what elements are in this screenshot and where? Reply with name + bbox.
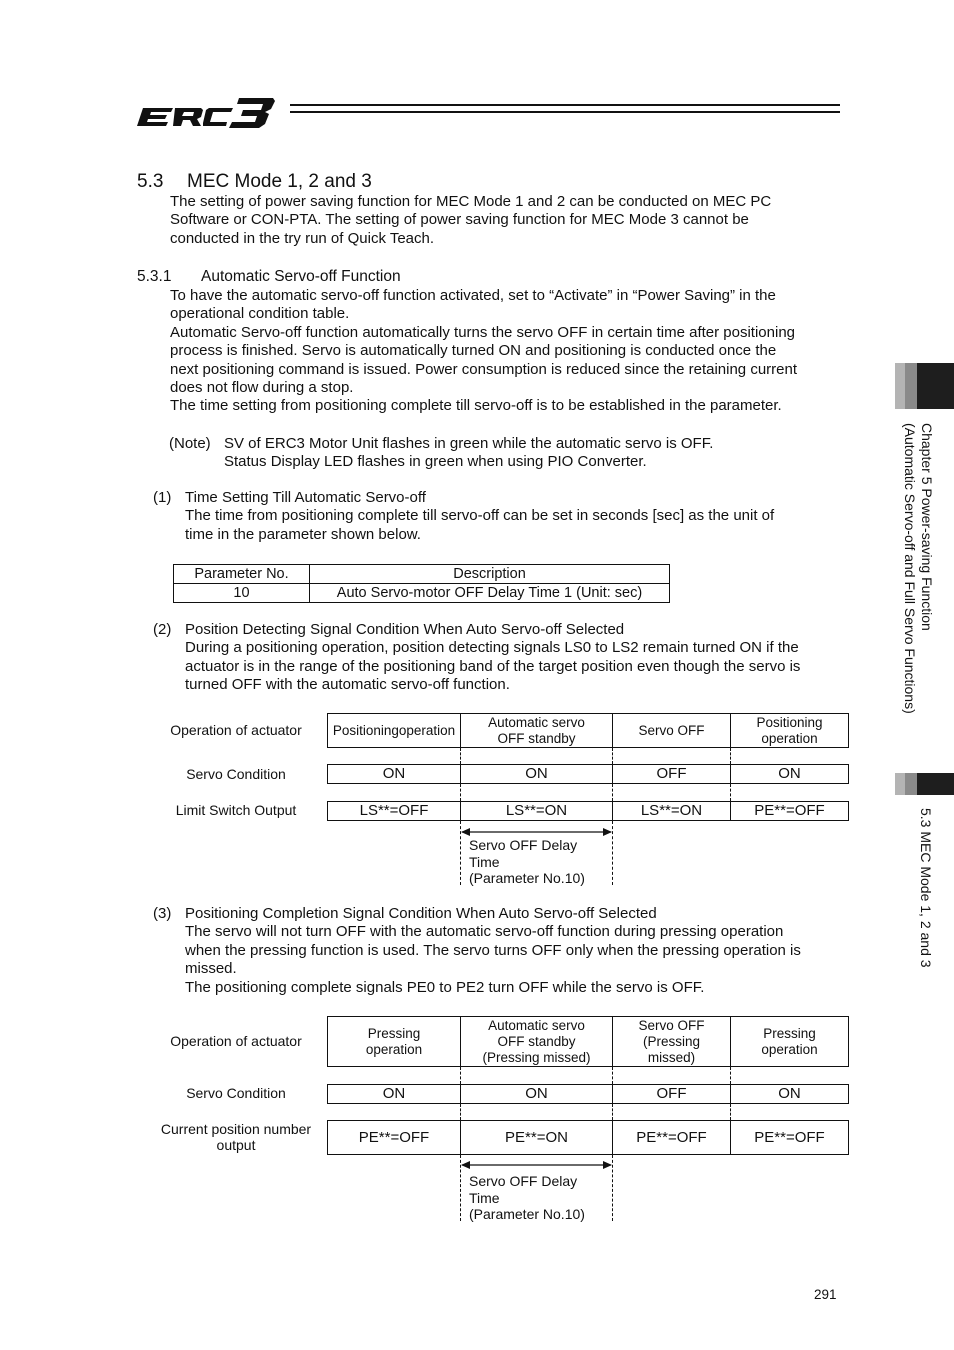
- dashed-divider: [612, 1155, 613, 1221]
- section-title: MEC Mode 1, 2 and 3: [187, 171, 372, 192]
- subsection-number: 5.3.1: [137, 268, 172, 285]
- section-number: 5.3: [137, 171, 164, 192]
- dashed-divider: [730, 748, 731, 764]
- dashed-divider: [730, 1104, 731, 1120]
- cell-text: Positioning: [756, 714, 823, 730]
- cell-text: Servo OFF: [638, 722, 705, 738]
- cell-text: operation: [761, 1041, 818, 1057]
- dashed-divider: [460, 1155, 461, 1221]
- cell-text: Pressing: [367, 1025, 421, 1041]
- servo-cell: ON: [327, 1084, 461, 1104]
- servo-cell: ON: [460, 1084, 613, 1104]
- dashed-divider: [612, 1067, 613, 1084]
- intro-line: conducted in the try run of Quick Teach.: [170, 229, 435, 247]
- item-number: (1): [153, 489, 172, 506]
- cell-text: OFF standby: [497, 1033, 576, 1049]
- row-label-servo: Servo Condition: [186, 766, 286, 782]
- row-label-line: output: [216, 1137, 256, 1153]
- delay-line: Servo OFF Delay: [469, 837, 578, 853]
- item-line: time in the parameter shown below.: [185, 525, 421, 543]
- operation-cell: [730, 713, 849, 748]
- item-body: [185, 489, 774, 544]
- subsection-body: [170, 287, 860, 416]
- erc3-logo-graphic: [137, 92, 277, 128]
- item-line: missed.: [185, 960, 237, 978]
- note-line: Status Display LED flashes in green when using PIO Converter.: [224, 453, 647, 471]
- item-3: [153, 905, 853, 1000]
- note-body: [224, 435, 844, 472]
- table-cell: Auto Servo-motor OFF Delay Time 1 (Unit: sec): [310, 584, 670, 603]
- body-line: Automatic Servo-off function automatically turns the servo OFF in certain time after positioning: [170, 323, 796, 341]
- item-line: During a positioning operation, position detecting signals LS0 to LS2 remain turned ON if the: [185, 639, 799, 657]
- cell-text: Automatic servo: [488, 1017, 585, 1033]
- table-cell: 10: [174, 584, 310, 603]
- header-rule-bottom: [290, 111, 840, 113]
- delay-line: Servo OFF Delay: [469, 1173, 578, 1189]
- operation-cell: [460, 1016, 613, 1067]
- delay-line: (Parameter No.10): [469, 1206, 585, 1222]
- dashed-divider: [730, 784, 731, 801]
- row-label-servo: Servo Condition: [186, 1085, 286, 1101]
- note-tag: (Note): [169, 435, 211, 452]
- cell-text: Automatic servo: [488, 714, 585, 730]
- servo-cell: ON: [327, 764, 461, 784]
- operation-cell: [612, 1016, 731, 1067]
- dashed-divider: [612, 1104, 613, 1120]
- table-header-row: [174, 565, 670, 584]
- item-line: The positioning complete signals PE0 to PE2 turn OFF while the servo is OFF.: [185, 978, 705, 996]
- dashed-divider: [730, 1067, 731, 1084]
- delay-label: [469, 837, 585, 887]
- dashed-divider: [612, 748, 613, 764]
- cell-text: missed): [647, 1049, 696, 1065]
- intro-line: The setting of power saving function for MEC Mode 1 and 2 can be conducted on MEC PC: [170, 193, 772, 210]
- output-cell: LS**=OFF: [327, 801, 461, 821]
- chapter-side-line: (Automatic Servo-off and Full Servo Functions): [902, 423, 918, 714]
- item-body: [185, 621, 800, 695]
- note-block: [169, 435, 849, 475]
- row-label-line: Current position number: [160, 1121, 312, 1137]
- section-tab-dark: [917, 773, 954, 795]
- dashed-divider: [460, 784, 461, 801]
- dashed-divider: [460, 1104, 461, 1120]
- delay-line: Time: [469, 853, 500, 870]
- row-label-operation: Operation of actuator: [170, 722, 302, 738]
- dashed-divider: [460, 748, 461, 764]
- servo-cell: OFF: [612, 764, 731, 784]
- output-cell: LS**=ON: [612, 801, 731, 821]
- item-line: actuator is in the range of the positioning band of the target position even though the servo is: [185, 657, 801, 675]
- servo-cell: ON: [730, 1084, 849, 1104]
- erc3-logo: [137, 92, 277, 128]
- delay-label: [469, 1173, 585, 1223]
- body-line: operational condition table.: [170, 305, 350, 323]
- body-line: process is finished. Servo is automatically turned ON and positioning is conducted once the: [170, 342, 777, 360]
- delay-line: Time: [469, 1189, 500, 1206]
- item-title: Positioning Completion Signal Condition When Auto Servo-off Selected: [185, 905, 657, 922]
- output-cell: PE**=OFF: [327, 1120, 461, 1155]
- operation-cell: [730, 1016, 849, 1067]
- item-line: The servo will not turn OFF with the automatic servo-off function during pressing operation: [185, 923, 784, 941]
- cell-text: operation: [398, 722, 456, 738]
- chapter-side-label: [901, 423, 935, 714]
- operation-cell: [612, 713, 731, 748]
- cell-text: Positioning: [332, 722, 399, 738]
- cell-text: (Pressing missed): [482, 1049, 591, 1065]
- item-title: Time Setting Till Automatic Servo-off: [185, 489, 426, 506]
- row-label-output: Limit Switch Output: [175, 802, 297, 818]
- dashed-divider: [612, 821, 613, 885]
- section-side-label: 5.3 MEC Mode 1, 2 and 3: [918, 808, 934, 968]
- output-cell: PE**=OFF: [730, 1120, 849, 1155]
- table-row: [174, 584, 670, 603]
- delay-arrow: [460, 1159, 613, 1171]
- dashed-divider: [460, 821, 461, 885]
- chapter-tab-light: [895, 363, 905, 409]
- row-label-output: [146, 1121, 326, 1153]
- operation-cell: [327, 713, 461, 748]
- servo-cell: ON: [730, 764, 849, 784]
- item-1: [153, 489, 853, 549]
- subsection-heading: [137, 268, 401, 286]
- intro-line: Software or CON-PTA. The setting of power saving function for MEC Mode 3 cannot be: [170, 211, 749, 229]
- parameter-table: [173, 564, 670, 603]
- page-number: 291: [814, 1287, 837, 1302]
- cell-text: Pressing: [763, 1025, 816, 1041]
- cell-text: Servo OFF: [638, 1017, 705, 1033]
- item-title: Position Detecting Signal Condition When Auto Servo-off Selected: [185, 621, 625, 638]
- cell-text: operation: [761, 730, 818, 746]
- item-line: turned OFF with the automatic servo-off function.: [185, 676, 510, 694]
- output-cell: PE**=OFF: [730, 801, 849, 821]
- chapter-tab-mid: [905, 363, 917, 409]
- body-line: To have the automatic servo-off function activated, set to “Activate” in “Power Saving” in the: [170, 287, 776, 304]
- dashed-divider: [612, 784, 613, 801]
- header-rule-top: [290, 104, 840, 106]
- chapter-side-line: Chapter 5 Power-saving Function: [919, 423, 935, 631]
- cell-text: operation: [365, 1041, 423, 1057]
- body-line: next positioning command is issued. Power consumption is reduced since the retaining current: [170, 360, 797, 378]
- section-tab-mid: [905, 773, 917, 795]
- output-cell: LS**=ON: [460, 801, 613, 821]
- chapter-tab-dark: [917, 363, 954, 409]
- item-number: (3): [153, 905, 172, 922]
- body-line: does not flow during a stop.: [170, 379, 354, 397]
- row-label-operation: Operation of actuator: [170, 1033, 302, 1049]
- output-cell: PE**=OFF: [612, 1120, 731, 1155]
- note-line: SV of ERC3 Motor Unit flashes in green while the automatic servo is OFF.: [224, 435, 714, 452]
- dashed-divider: [460, 1067, 461, 1084]
- section-tab-light: [895, 773, 905, 795]
- section-heading: [137, 171, 372, 193]
- item-2: [153, 621, 853, 697]
- table-header: Parameter No.: [174, 565, 310, 584]
- item-line: The time from positioning complete till servo-off can be set in seconds [sec] as the unit of: [185, 507, 775, 525]
- operation-cell: [327, 1016, 461, 1067]
- cell-text: (Pressing: [642, 1033, 701, 1049]
- delay-arrow: [460, 826, 613, 838]
- output-cell: PE**=ON: [460, 1120, 613, 1155]
- item-body: [185, 905, 801, 997]
- cell-text: OFF standby: [497, 730, 576, 746]
- table-header: Description: [310, 565, 670, 584]
- delay-line: (Parameter No.10): [469, 870, 585, 886]
- item-number: (2): [153, 621, 172, 638]
- subsection-title: Automatic Servo-off Function: [201, 268, 401, 285]
- servo-cell: OFF: [612, 1084, 731, 1104]
- body-line: The time setting from positioning complete till servo-off is to be established in the parameter.: [170, 397, 782, 415]
- section-intro: [170, 193, 850, 248]
- operation-cell: [460, 713, 613, 748]
- servo-cell: ON: [460, 764, 613, 784]
- item-line: when the pressing function is used. The servo turns OFF only when the pressing operation is: [185, 941, 801, 959]
